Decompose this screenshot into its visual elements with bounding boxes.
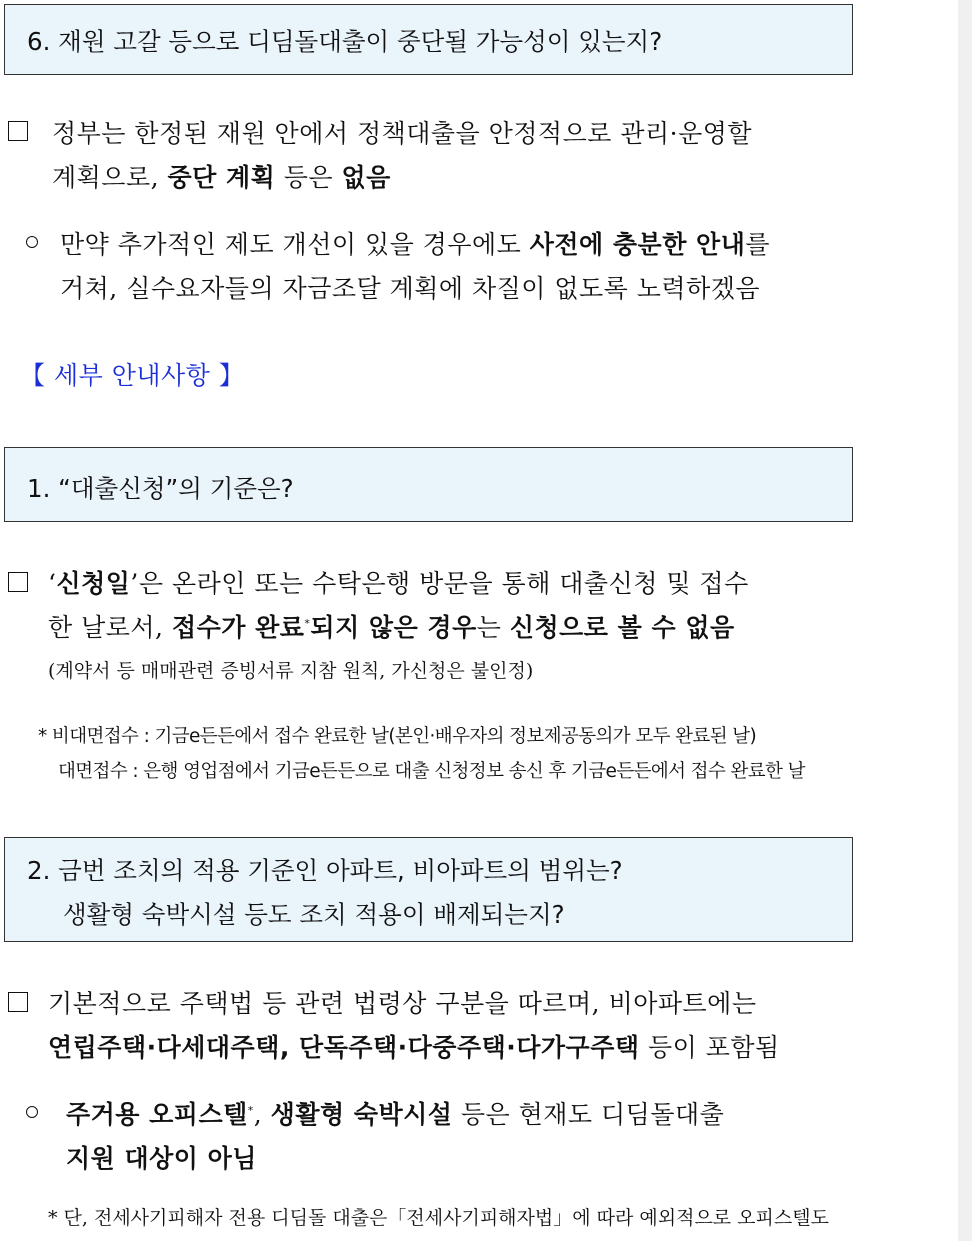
- text: 계획으로,: [52, 163, 168, 192]
- answer-6-line-2: [52, 158, 391, 194]
- bold-text: 신청으로 볼 수 없음: [509, 613, 735, 642]
- bold-text: 연립주택·다세대주택, 단독주택·다중주택·다가구주택: [48, 1033, 640, 1062]
- question-box-2: [4, 837, 853, 942]
- answer-6-sub-line-2: [60, 269, 760, 305]
- scrollbar[interactable]: [958, 0, 972, 1241]
- text: 한 날로서,: [48, 613, 172, 642]
- bold-text: 지원 대상이 아님: [66, 1144, 257, 1173]
- answer-2-sub-line-2: [66, 1139, 257, 1175]
- answer-1-line-2: [48, 608, 735, 644]
- question-1-title: 1. “대출신청”의 기준은?: [27, 474, 294, 503]
- checkbox-bullet-icon: [8, 992, 28, 1012]
- text: 등은: [275, 163, 342, 192]
- text: ’은 온라인 또는 수탁은행 방문을 통해 대출신청 및 접수: [130, 569, 749, 598]
- section-heading: 【 세부 안내사항 】: [20, 361, 245, 390]
- answer-2-line-2: [48, 1028, 780, 1064]
- text: 만약 추가적인 제도 개선이 있을 경우에도: [60, 230, 530, 259]
- question-box-1: [4, 447, 853, 522]
- question-box-6: [4, 4, 853, 75]
- question-2-title-line-2: 생활형 숙박시설 등도 조치 적용이 배제되는지?: [63, 900, 565, 929]
- bold-text: 주거용 오피스텔: [66, 1100, 248, 1129]
- text: 기본적으로 주택법 등 관련 법령상 구분을 따르며, 비아파트에는: [48, 989, 757, 1018]
- bold-text: 사전에 충분한 안내: [529, 230, 746, 259]
- bold-text: 생활형 숙박시설: [270, 1100, 453, 1129]
- text: 등이 포함됨: [639, 1033, 780, 1062]
- answer-6-line-1: [52, 114, 752, 150]
- question-6-title: 6. 재원 고갈 등으로 디딤돌대출이 중단될 가능성이 있는지?: [27, 27, 663, 56]
- footnote-mark: *: [304, 617, 311, 630]
- answer-6-sub-line-1: [60, 225, 770, 261]
- checkbox-bullet-icon: [8, 121, 28, 141]
- text: 는: [476, 613, 510, 642]
- bold-text: 신청일: [56, 569, 131, 598]
- footnote-2: 대면접수 : 은행 영업점에서 기금e든든으로 대출 신청정보 송신 후 기금e든든에서 접수 완료한 날: [58, 761, 805, 782]
- answer-2-line-1: [48, 984, 756, 1020]
- circle-bullet-icon: [26, 1106, 38, 1118]
- answer-6-text-1: 정부는 한정된 재원 안에서 정책대출을 안정적으로 관리·운영할: [52, 119, 753, 148]
- bold-text: 없음: [341, 163, 391, 192]
- text: 거쳐, 실수요자들의 자금조달 계획에 차질이 없도록 노력하겠음: [60, 274, 761, 303]
- answer-1-line-3: (계약서 등 매매관련 증빙서류 지참 원칙, 가신청은 불인정): [48, 660, 534, 682]
- question-2-title-line-1: 2. 금번 조치의 적용 기준인 아파트, 비아파트의 범위는?: [27, 856, 623, 885]
- footnote-mark: *: [247, 1104, 254, 1117]
- bold-text: 접수가 완료: [171, 613, 305, 642]
- footnote-3: * 단, 전세사기피해자 전용 디딤돌 대출은「전세사기피해자법」에 따라 예외적으로 오피스텔도: [48, 1207, 829, 1229]
- text: 를: [745, 230, 770, 259]
- checkbox-bullet-icon: [8, 572, 28, 592]
- text: ,: [253, 1100, 271, 1129]
- bold-text: 중단 계획: [167, 163, 276, 192]
- circle-bullet-icon: [26, 236, 38, 248]
- bold-text: 되지 않은 경우: [310, 613, 477, 642]
- answer-1-line-1: [48, 564, 749, 600]
- footnote-1: * 비대면접수 : 기금e든든에서 접수 완료한 날(본인·배우자의 정보제공동의가 모두 완료된 날): [38, 726, 757, 747]
- text: ‘: [48, 569, 57, 598]
- text: 등은 현재도 디딤돌대출: [452, 1100, 725, 1129]
- answer-2-sub-line-1: [66, 1095, 724, 1131]
